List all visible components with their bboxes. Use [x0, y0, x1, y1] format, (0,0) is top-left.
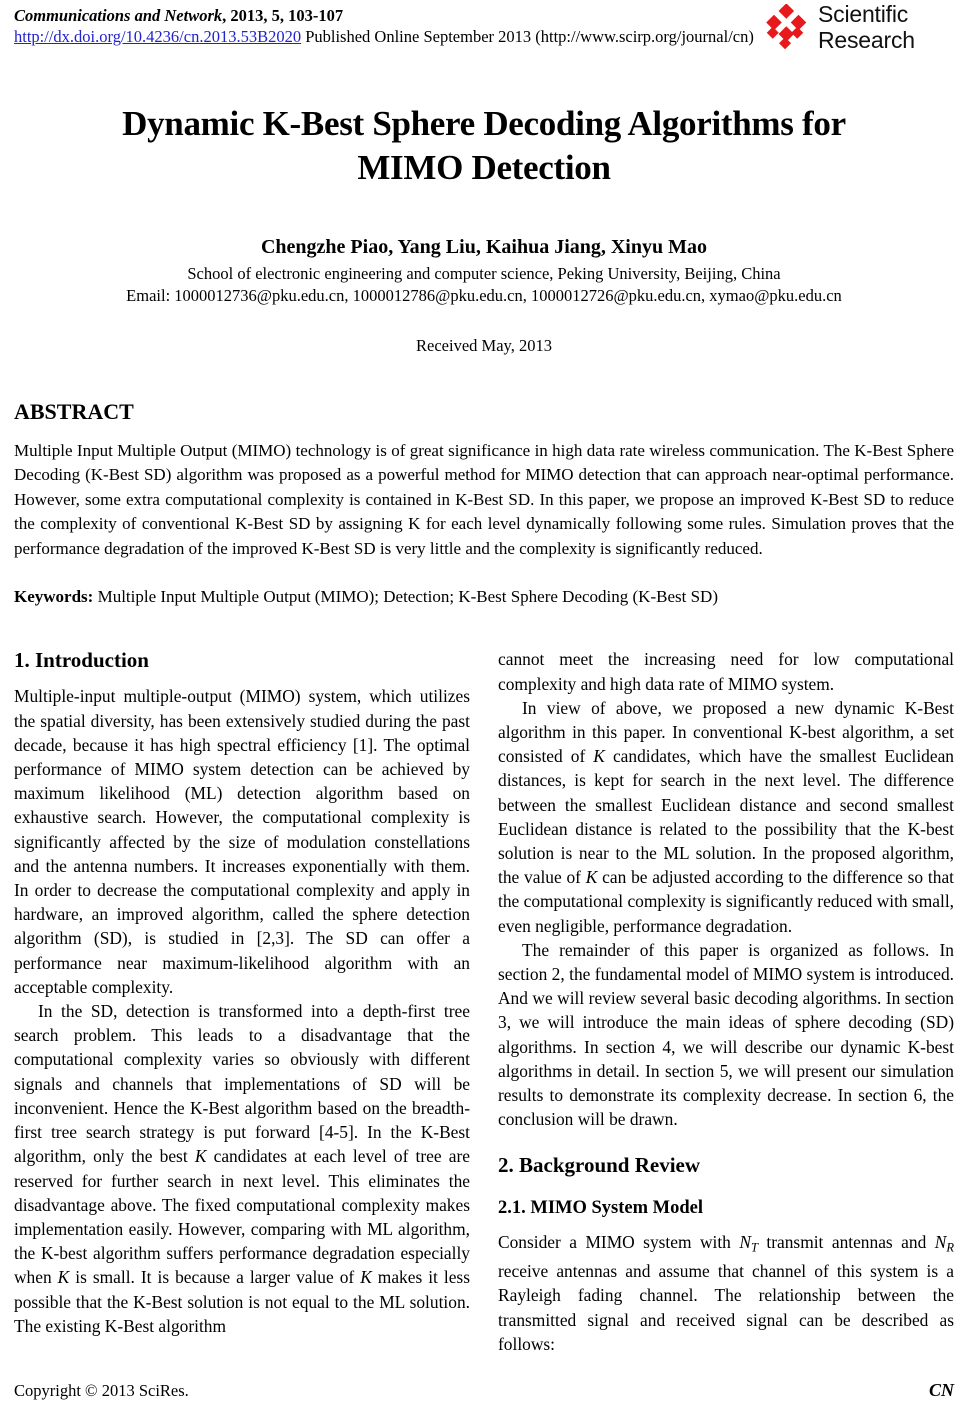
keywords-label: Keywords: — [14, 587, 94, 607]
text-run: candidates, which have the smallest Euclidean distances, is kept for search in the next level. The difference between the smallest Euclidean distance and second smallest Euclidean distance is related to the possibility that the K-best solution is near to the ML solution. In the proposed algorithm, the value of — [498, 746, 954, 888]
text-run: makes it less possible that the K-Best solution is not equal to the ML solution. The existing K-Best algorithm — [14, 1267, 470, 1336]
copyright-notice: Copyright © 2013 SciRes. — [14, 1381, 189, 1400]
math-variable-k: K — [585, 867, 598, 888]
paragraph: The remainder of this paper is organized as follows. In section 2, the fundamental model of MIMO system is introduced. And we will review several basic decoding algorithms. In section 3, we will introduce the main ideas of sphere decoding (SD) algorithms. In section 4, we will describe our dynamic K-best algorithms in detail. In section 5, we will present our simulation results to demonstrate its complexity decrease. In section 6, the conclusion will be drawn. — [498, 939, 954, 1130]
paper-title: Dynamic K-Best Sphere Decoding Algorithms for MIMO Detection — [122, 104, 846, 187]
text-run: transmit antennas and — [757, 1231, 935, 1252]
published-online-text: Published Online September 2013 (http://www.scirp.org/journal/cn) — [301, 27, 754, 46]
text-run: can be adjusted according to the difference so that the computational complexity is significantly reduced with small, even negligible, performance degradation. — [498, 867, 954, 936]
received-date: Received May, 2013 — [416, 336, 552, 355]
abstract-heading: ABSTRACT — [14, 399, 134, 424]
math-variable-n: N — [739, 1231, 751, 1252]
scientific-research-diamond-logo-icon — [764, 4, 814, 54]
abstract-text: Multiple Input Multiple Output (MIMO) technology is of great significance in high data rate wireless communication. The K-Best Sphere Decoding (K-Best SD) algorithm was proposed as a powerful method for MIMO detection that can approach near-optimal performance. However, some extra computational complexity is contained in K-Best SD. In this paper, we propose an improved K-Best SD to reduce the complexity of conventional K-Best SD by assigning K for each level dynamically following some rules. Simulation proves that the performance degradation of the improved K-Best SD is very little and the complexity is significantly reduced. — [14, 441, 954, 558]
text-run: Consider a MIMO system with — [498, 1231, 740, 1252]
right-column — [498, 647, 954, 1356]
doi-link[interactable]: http://dx.doi.org/10.4236/cn.2013.53B2020 — [14, 27, 302, 46]
math-subscript-t: T — [750, 1240, 758, 1254]
keywords-line — [14, 585, 954, 609]
math-subscript-r: R — [946, 1240, 954, 1254]
text-run: In the SD, detection is transformed into a depth-first tree search problem. This leads to a disadvantage that the computational complexity varies so obviously with different signals and channels that implementations of SD will be inconvenient. Hence the K-Best algorithm based on the breadth-first tree search strategy is put forward [4-5]. In the K-Best algorithm, only the best — [14, 1001, 470, 1167]
journal-abbreviation: CN — [928, 1380, 954, 1400]
math-variable-k: K — [57, 1267, 70, 1288]
journal-issue: , 2013, 5, 103-107 — [222, 6, 344, 25]
affiliation: School of electronic engineering and computer science, Peking University, Beijing, China — [187, 264, 781, 283]
keywords-text: Multiple Input Multiple Output (MIMO); Detection; K-Best Sphere Decoding (K-Best SD) — [93, 587, 718, 607]
text-run: In view of above, we proposed a new dynamic K-Best algorithm in this paper. In conventional K-best algorithm, a set consisted of — [498, 697, 954, 767]
text-run: receive antennas and assume that channel of this system is a Rayleigh fading channel. The relationship between the transmitted signal and received signal can be described as follows: — [498, 1261, 954, 1354]
left-column — [14, 647, 470, 1356]
paragraph — [498, 696, 954, 938]
body-columns — [14, 647, 954, 1356]
section-heading-background-review: 2. Background Review — [498, 1152, 701, 1177]
math-variable-k: K — [593, 746, 605, 767]
publisher-logo — [764, 2, 954, 56]
math-variable-n: N — [934, 1231, 947, 1252]
paragraph — [498, 1230, 954, 1357]
author-list: Chengzhe Piao, Yang Liu, Kaihua Jiang, Xinyu Mao — [260, 236, 707, 258]
text-run: candidates at each level of tree are reserved for further search in next level. This eliminates the disadvantage above. The fixed computational complexity makes implementation easily. However, comparing with ML algorithm, the K-best algorithm suffers performance degradation especially when — [14, 1146, 470, 1288]
publisher-logo-text — [818, 1, 915, 53]
paragraph: Multiple-input multiple-output (MIMO) system, which utilizes the spatial diversity, has been extensively studied during the past decade, because it has high spectral efficiency [1]. The optimal performance of MIMO system detection can be achieved by maximum likelihood (ML) detection algorithm based on exhaustive search. However, the computational complexity is significantly affected by the size of modulation constellations and the antenna numbers. It increases exponentially with them. In order to decrease the computational complexity and apply in hardware, an improved algorithm, called the sphere detection algorithm (SD), is studied in [2,3]. The SD can offer a performance near maximum-likelihood algorithm with an acceptable complexity. — [14, 686, 470, 997]
publisher-logo-line1: Scientific — [818, 1, 909, 27]
journal-name: Communications and Network — [14, 6, 223, 25]
text-run: is small. It is because a larger value of — [69, 1267, 361, 1288]
paragraph — [14, 999, 470, 1338]
section-heading-introduction: 1. Introduction — [14, 648, 149, 673]
subsection-heading-mimo-system-model: 2.1. MIMO System Model — [498, 1197, 704, 1218]
author-emails: Email: 1000012736@pku.edu.cn, 1000012786@pku.edu.cn, 1000012726@pku.edu.cn, xymao@pku.edu.cn — [126, 286, 842, 305]
math-variable-k: K — [360, 1267, 372, 1288]
math-variable-k: K — [194, 1146, 207, 1167]
publisher-logo-line2: Research — [818, 27, 915, 53]
running-head — [14, 0, 954, 62]
paragraph: cannot meet the increasing need for low computational complexity and high data rate of MIMO system. — [498, 649, 954, 694]
page-footer — [14, 1380, 954, 1401]
